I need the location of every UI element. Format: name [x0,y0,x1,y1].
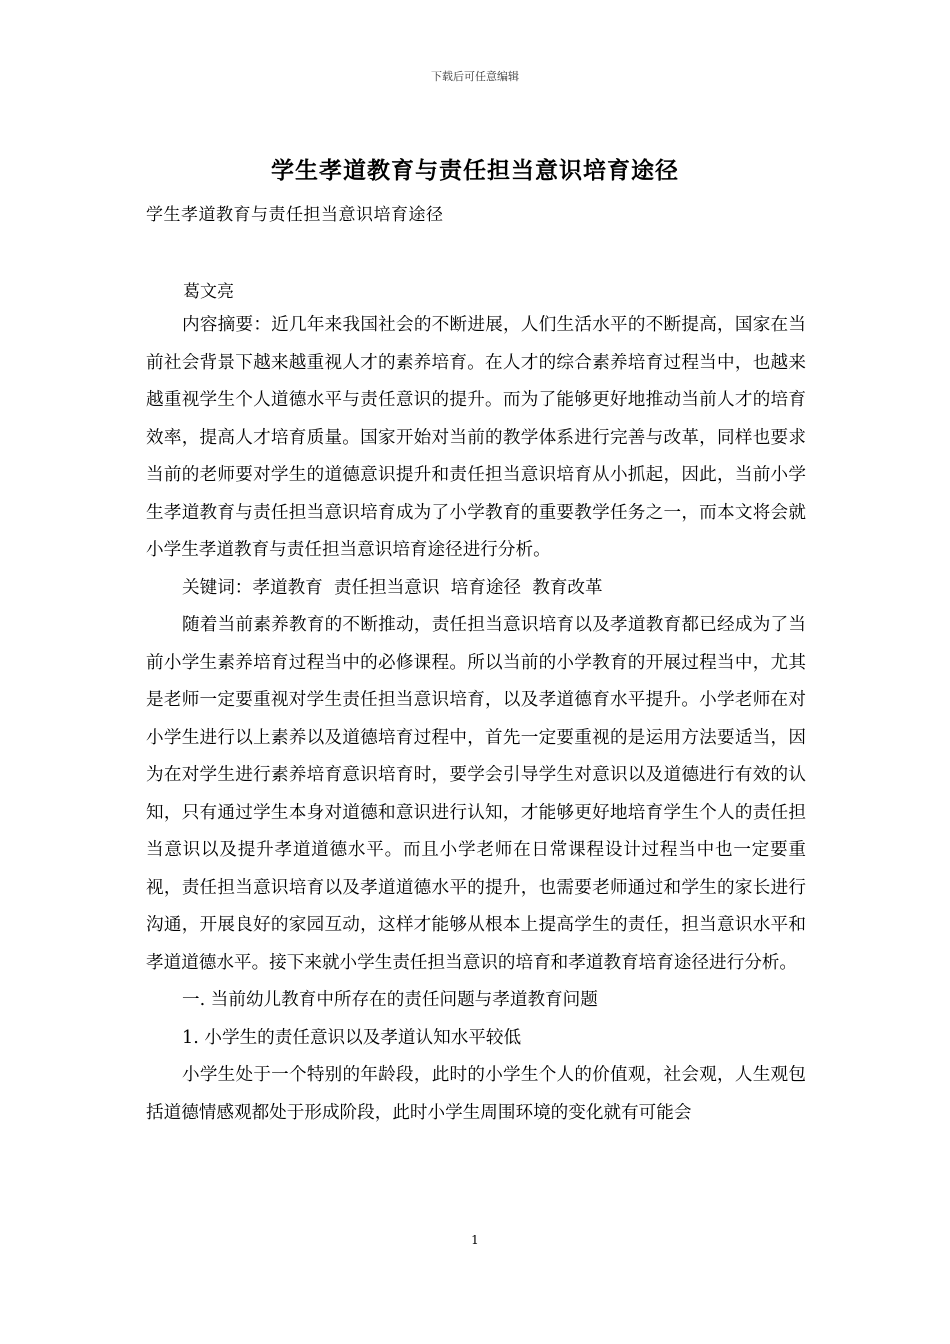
author-name: 葛文亮 [183,282,234,302]
intro-paragraph: 随着当前素养教育的不断推动，责任担当意识培育以及孝道教育都已经成为了当前小学生素养培育过程当中的必修课程。所以当前的小学教育的开展过程当中，尤其是老师一定要重视对学生责任担当意识培育，以及孝道德育水平提升。小学老师在对小学生进行以上素养以及道德培育过程中，首先一定要重视的是运用方法要适当，因为在对学生进行素养培育意识培育时，要学会引导学生对意识以及道德进行有效的认知，只有通过学生本身对道德和意识进行认知，才能够更好地培育学生个人的责任担当意识以及提升孝道道德水平。而且小学老师在日常课程设计过程当中也一定要重视，责任担当意识培育以及孝道道德水平的提升，也需要老师通过和学生的家长进行沟通，开展良好的家园互动，这样才能够从根本上提高学生的责任，担当意识水平和孝道道德水平。接下来就小学生责任担当意识的培育和孝道教育培育途径进行分析。 [146,615,806,973]
keywords-paragraph: 关键词：孝道教育 责任担当意识 培育途径 教育改革 [182,577,603,598]
page-number: 1 [471,1233,479,1247]
body-paragraph: 小学生处于一个特别的年龄段，此时的小学生个人的价值观，社会观，人生观包括道德情感观都处于形成阶段，此时小学生周围环境的变化就有可能会 [146,1065,806,1123]
document-title: 学生孝道教育与责任担当意识培育途径 [271,157,679,184]
section-heading: 一. 当前幼儿教育中所存在的责任问题与孝道教育问题 [182,990,598,1010]
document-subtitle: 学生孝道教育与责任担当意识培育途径 [146,205,444,225]
abstract-paragraph: 内容摘要：近几年来我国社会的不断进展，人们生活水平的不断提高，国家在当前社会背景下越来越重视人才的素养培育。在人才的综合素养培育过程当中，也越来越重视学生个人道德水平与责任意识的提升。而为了能够更好地推动当前人才的培育效率，提高人才培育质量。国家开始对当前的教学体系进行完善与改革，同样也要求当前的老师要对学生的道德意识提升和责任担当意识培育从小抓起，因此，当前小学生孝道教育与责任担当意识培育成为了小学教育的重要教学任务之一，而本文将会就小学生孝道教育与责任担当意识培育途径进行分析。 [146,315,806,560]
header-note: 下载后可任意编辑 [431,70,519,83]
document-body [146,307,806,1132]
subsection-heading: 1. 小学生的责任意识以及孝道认知水平较低 [182,1027,522,1048]
